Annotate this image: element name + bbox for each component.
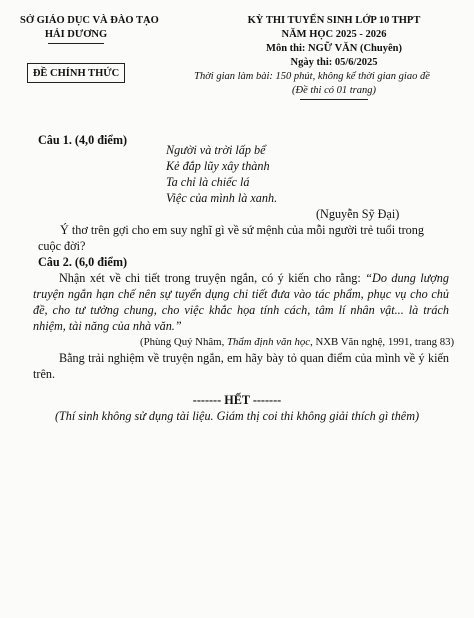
header-right-underline (300, 99, 368, 100)
end-dashes-right: ------- (252, 393, 282, 407)
question2-source (140, 336, 454, 348)
school-year: NĂM HỌC 2025 - 2026 (281, 29, 387, 40)
header-left-underline (48, 43, 104, 44)
end-marker (0, 392, 474, 408)
department-name: SỞ GIÁO DỤC VÀ ĐÀO TẠO (20, 15, 159, 26)
footer-note: (Thí sinh không sử dụng tài liệu. Giám thị coi thi không giải thích gì thêm) (54, 409, 420, 423)
question2-title: Câu 2. (6,0 điểm) (38, 255, 128, 269)
question2-opinion-paragraph (33, 270, 449, 334)
source-author: (Phùng Quý Nhâm, (140, 336, 227, 348)
exam-duration: Thời gian làm bài: 150 phút, không kể thời gian giao đề (194, 71, 430, 82)
exam-subject: Môn thi: NGỮ VĂN (Chuyên) (266, 43, 402, 54)
province-name: HẢI DƯƠNG (44, 29, 108, 40)
poem-line-3: Ta chỉ là chiếc lá (166, 175, 250, 189)
poem-author: (Nguyễn Sỹ Đại) (316, 207, 400, 221)
end-label: HẾT (224, 393, 250, 407)
exam-date: Ngày thi: 05/6/2025 (290, 57, 378, 68)
exam-title: KỲ THI TUYỂN SINH LỚP 10 THPT (247, 15, 421, 26)
official-exam-label: ĐỀ CHÍNH THỨC (27, 63, 125, 83)
end-dashes-left: ------- (192, 393, 222, 407)
source-title: Thẩm định văn học (226, 336, 311, 348)
page-count: (Đề thi có 01 trang) (292, 85, 376, 96)
question2-quote: “Do dung lượng truyện ngắn hạn chế nên sự tuyển dụng chi tiết đưa vào tác phẩm, phục vụ cho chủ đề, cho tư tưởng chung, cho việc khắc họa tính cách, tâm lí nhân vật... là trách nhiệm, tài năng của nhà văn.” (33, 271, 449, 333)
poem-line-2: Kẻ đắp lũy xây thành (166, 159, 270, 173)
question1-prompt-line2: cuộc đời? (38, 239, 86, 253)
source-publisher: , NXB Văn nghệ, 1991, trang 83) (310, 336, 455, 348)
question1-prompt-line1: Ý thơ trên gợi cho em suy nghĩ gì về sứ mệnh của mỗi người trẻ tuổi trong (60, 223, 424, 237)
question2-task: Bằng trải nghiệm về truyện ngắn, em hãy bày tỏ quan điểm của mình về ý kiến trên. (33, 351, 449, 381)
question2-lead: Nhận xét về chi tiết trong truyện ngắn, có ý kiến cho rằng: (59, 271, 366, 285)
poem-line-4: Việc của mình là xanh. (166, 191, 278, 205)
question1-title: Câu 1. (4,0 điểm) (38, 133, 128, 147)
poem-line-1: Người và trời lấp bể (166, 143, 266, 157)
